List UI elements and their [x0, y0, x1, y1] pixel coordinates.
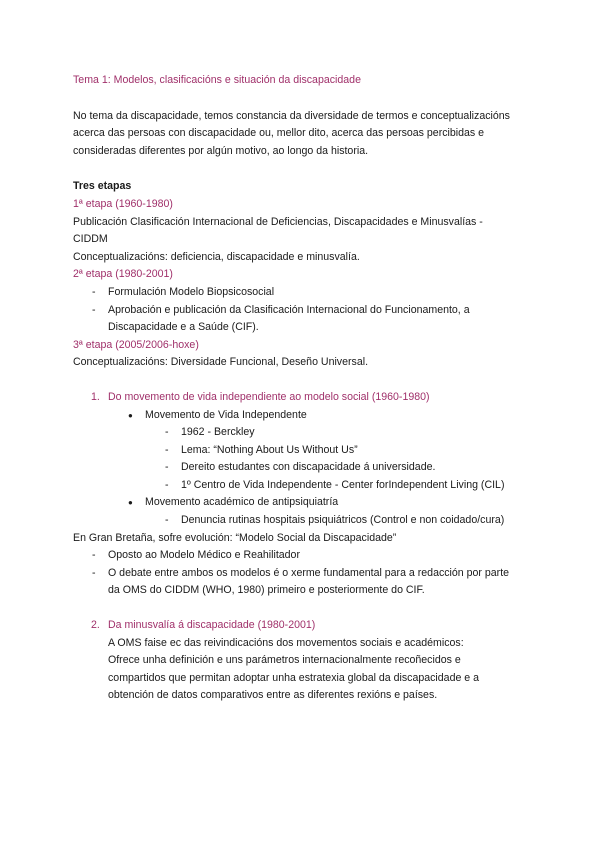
stage-2-list [73, 284, 530, 337]
spacer [73, 372, 530, 389]
sub-list-item [73, 459, 530, 477]
list-item-text: - O debate entre ambos os modelos é o xerme fundamental para a redacción por parte [108, 566, 510, 579]
page-title: Tema 1: Modelos, clasificacións e situación da discapacidade [73, 74, 361, 86]
sub-list-item [73, 477, 530, 495]
body-line: A OMS faise ec das reivindicacións dos movementos sociais e académicos: [108, 636, 464, 649]
section-1-bullets [73, 494, 530, 512]
bullet-label: ● Movemento académico de antipsiquiatría [145, 496, 339, 509]
sub-item-text: 1º Centro de Vida Independente - Center forIndependent Living (CIL) [181, 478, 505, 491]
section-2-heading [73, 617, 530, 635]
section-1-after: En Gran Bretaña, sofre evolución: “Modelo Social da Discapacidade” [73, 531, 397, 544]
section-number: 2. [91, 619, 100, 632]
bullet-label: ● Movemento de Vida Independente [145, 408, 307, 421]
stage-1-line: Publicación Clasificación Internacional de Deficiencias, Discapacidades e Minusvalías - [73, 215, 483, 228]
bullet-item [73, 494, 530, 512]
body-line: obtención de datos comparativos entre as diferentes rexións e países. [108, 689, 438, 702]
sub-item-text: Dereito estudantes con discapacidade á universidade. [181, 461, 436, 474]
list-item-text: - Oposto ao Modelo Médico e Reahilitador [108, 549, 300, 562]
list-item-text: - Aprobación e publicación da Clasificación Internacional do Funcionamento, a [108, 303, 470, 316]
intro-line: No tema da discapacidade, temos constancia da diversidade de termos e conceptualizacións [73, 109, 510, 122]
sub-item-text: Denuncia rutinas hospitais psiquiátricos (Control e non coidado/cura) [181, 514, 505, 527]
list-item [73, 565, 530, 600]
list-item [73, 284, 530, 302]
stage-1-line: Conceptualizacións: deficiencia, discapacidade e minusvalía. [73, 250, 360, 263]
section-1-bullets [73, 407, 530, 425]
list-item-text: Discapacidade e a Saúde (CIF). [108, 321, 259, 334]
section-1-after-list [73, 547, 530, 600]
list-item-text: da OMS do CIDDM (WHO, 1980) primeiro e posteriormente do CIF. [108, 584, 425, 597]
sub-list-item [73, 512, 530, 530]
list-item [73, 547, 530, 565]
sub-item-text: 1962 - Berckley [181, 426, 255, 439]
section-title: Do movemento de vida independiente ao modelo social (1960-1980) [108, 390, 430, 403]
stage-2-label: 2ª etapa (1980-2001) [73, 268, 173, 281]
stage-3-label: 3ª etapa (2005/2006-hoxe) [73, 338, 199, 351]
body-line: Ofrece unha definición e uns parámetros internacionalmente recoñecidos e [108, 654, 461, 667]
intro-line: acerca das persoas con discapacidade ou, mellor dito, acerca das persoas percibidas e [73, 127, 485, 140]
spacer [73, 600, 530, 617]
intro-line: consideradas diferentes por algún motivo, ao longo da historia. [73, 144, 369, 157]
stage-3-line: Conceptualizacións: Diversidade Funcional, Deseño Universal. [73, 356, 369, 369]
body-line: compartidos que permitan adoptar unha estratexia global da discapacidade e a [108, 671, 480, 684]
sub-item-text: Lema: “Nothing About Us Without Us” [181, 443, 358, 456]
stage-1-line: CIDDM [73, 233, 108, 246]
stages-heading: Tres etapas [73, 180, 132, 193]
sub-list [73, 512, 530, 530]
section-title: Da minusvalía á discapacidade (1980-2001) [108, 619, 316, 632]
list-item-text: - Formulación Modelo Biopsicosocial [108, 285, 275, 298]
sub-list-item [73, 442, 530, 460]
sub-list-item [73, 424, 530, 442]
intro-paragraph [73, 108, 530, 161]
section-1 [73, 389, 530, 600]
section-1-heading [73, 389, 530, 407]
stages-block [73, 178, 530, 372]
bullet-item [73, 407, 530, 425]
sub-list [73, 424, 530, 494]
list-item [73, 302, 530, 337]
section-2 [73, 617, 530, 705]
section-2-body [73, 635, 530, 705]
section-number: 1. [91, 390, 100, 403]
stage-1-label: 1ª etapa (1960-1980) [73, 197, 173, 210]
